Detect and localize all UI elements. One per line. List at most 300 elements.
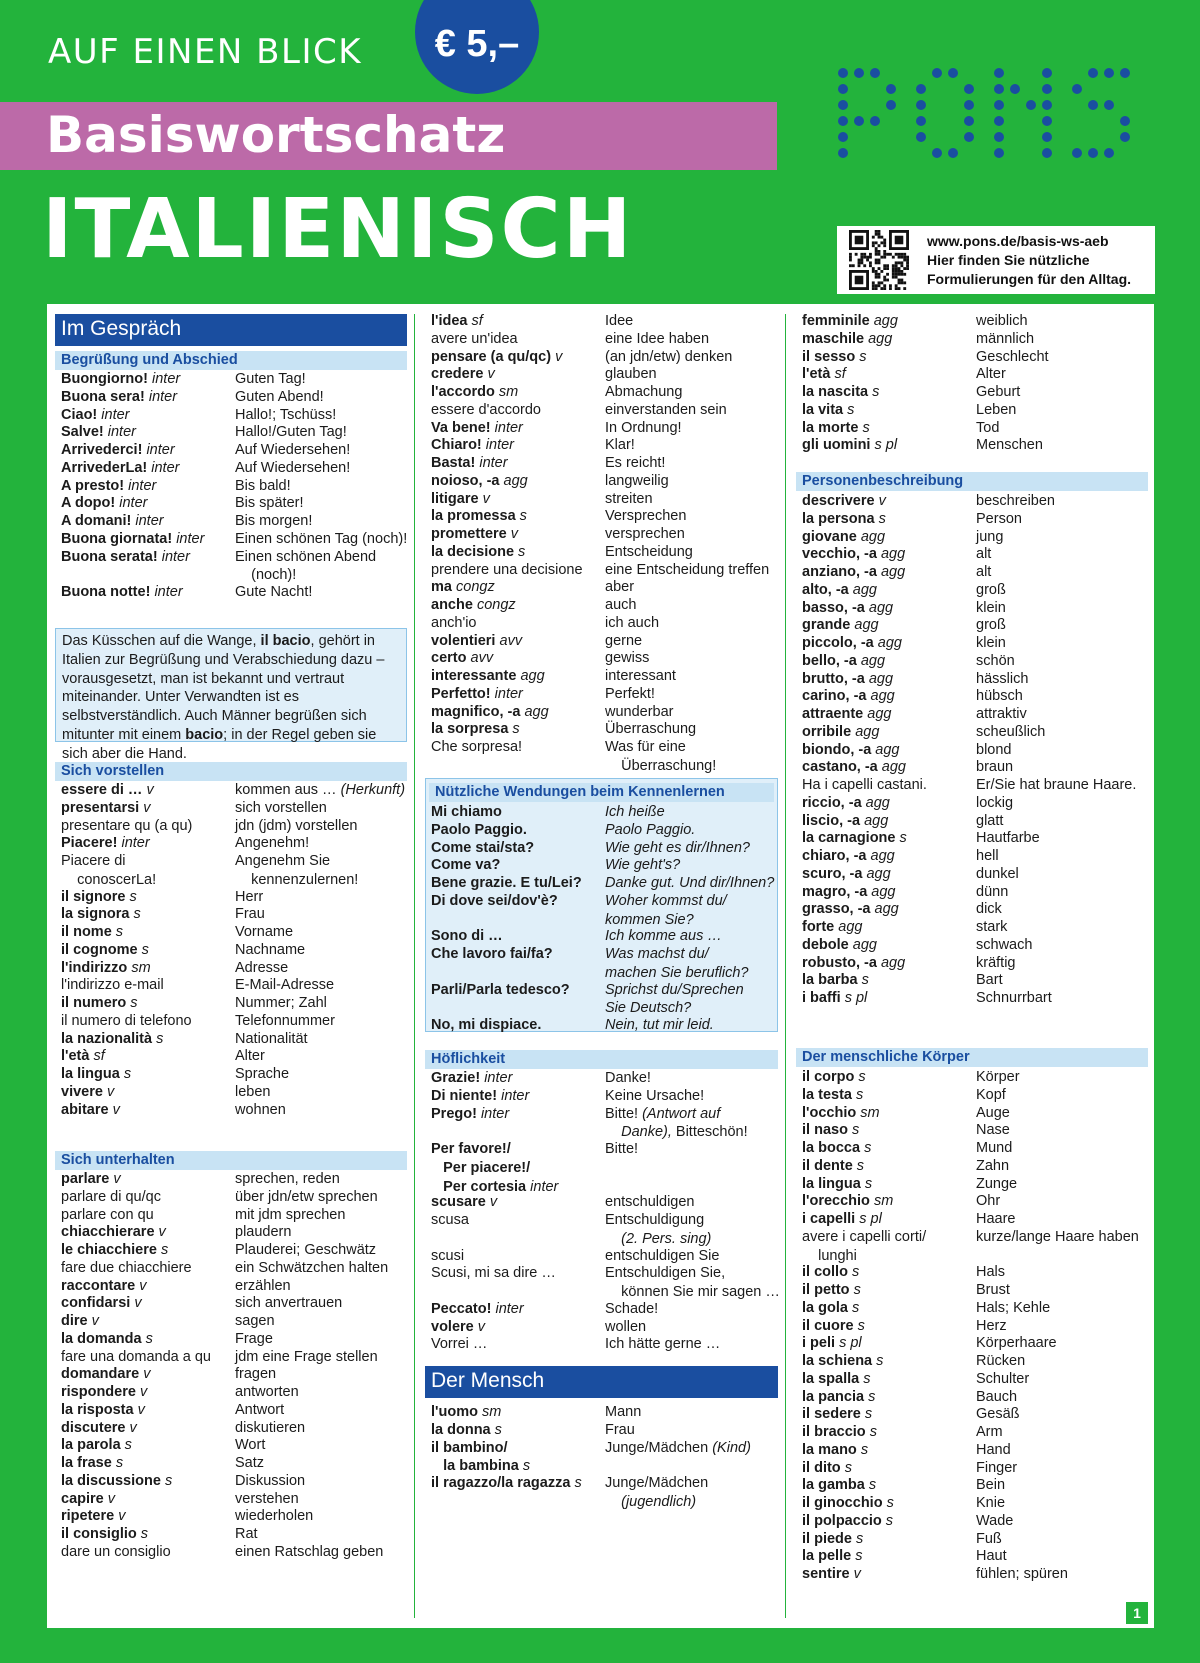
italian-term: vivere v xyxy=(61,1083,115,1100)
italian-term: l'idea sf xyxy=(431,313,483,329)
german-translation: Kopf xyxy=(976,1086,1006,1103)
italian-term: l'indirizzo sm xyxy=(61,959,151,976)
italian-term: il ragazzo/la ragazza s xyxy=(431,1475,582,1491)
german-translation: braun xyxy=(976,759,1014,776)
german-translation: Arm xyxy=(976,1424,1003,1440)
qr-url[interactable]: www.pons.de/basis-ws-aeb xyxy=(927,233,1109,249)
german-translation: Einen schönen Abend (noch)! xyxy=(235,548,377,584)
italian-term: basso, -a agg xyxy=(802,599,894,616)
german-translation: dünn xyxy=(976,883,1009,900)
german-translation: Geschlecht xyxy=(976,348,1049,365)
german-translation: Sprache xyxy=(235,1066,290,1082)
italian-term: la gola s xyxy=(802,1299,860,1316)
german-translation: interessant xyxy=(605,668,676,684)
italian-term: interessante agg xyxy=(431,668,545,684)
italian-term: noioso, -a agg xyxy=(431,472,528,489)
german-translation: dunkel xyxy=(976,865,1019,882)
german-translation: hässlich xyxy=(976,670,1029,687)
italian-term: l'età sf xyxy=(802,366,846,383)
german-translation: versprechen xyxy=(605,526,685,542)
german-translation: einen Ratschlag geben xyxy=(235,1543,384,1560)
italian-term: i baffi s pl xyxy=(802,990,868,1006)
italian-term: la nazionalità s xyxy=(61,1030,164,1047)
italian-term: ma congz xyxy=(431,579,495,596)
german-translation: Überraschung xyxy=(605,721,697,738)
german-translation: Bis morgen! xyxy=(235,513,313,529)
german-translation: Frau xyxy=(605,1421,635,1438)
german-translation: Er/Sie hat braune Haare. xyxy=(976,777,1137,793)
italian-term: la decisione s xyxy=(431,543,526,560)
italian-term: Come va? xyxy=(431,857,501,874)
italian-term: il petto s xyxy=(802,1282,861,1298)
italian-term: il cognome s xyxy=(61,941,149,958)
italian-term: il braccio s xyxy=(802,1424,877,1440)
german-translation: entschuldigen Sie xyxy=(605,1247,720,1264)
italian-term: certo avv xyxy=(431,650,494,667)
german-translation: fühlen; spüren xyxy=(976,1566,1068,1582)
italian-term: Vorrei … xyxy=(431,1336,488,1353)
german-translation: Alter xyxy=(235,1048,265,1065)
italian-term: la schiena s xyxy=(802,1353,884,1369)
german-translation: antworten xyxy=(235,1384,299,1400)
german-translation: gerne xyxy=(605,632,643,649)
german-translation: Auf Wiedersehen! xyxy=(235,459,351,476)
italian-term: Piacere di conoscerLa! xyxy=(61,853,157,888)
italian-term: l'orecchio sm xyxy=(802,1193,894,1210)
column-3 xyxy=(788,304,1154,1628)
italian-term: l'uomo sm xyxy=(431,1404,502,1420)
italian-term: ArrivederLa! inter xyxy=(61,459,180,476)
italian-term: gli uomini s pl xyxy=(802,437,898,454)
german-translation: Zahn xyxy=(976,1157,1010,1174)
german-translation: attraktiv xyxy=(976,706,1027,722)
italian-term: alto, -a agg xyxy=(802,581,877,598)
italian-term: volere v xyxy=(431,1318,486,1335)
german-translation: Gute Nacht! xyxy=(235,584,313,600)
italian-term: magro, -a agg xyxy=(802,883,896,900)
german-translation: Nationalität xyxy=(235,1030,308,1047)
subheader-personenbeschreibung: Personenbeschreibung xyxy=(796,472,1148,491)
german-translation: gewiss xyxy=(605,650,650,667)
italian-term: A presto! inter xyxy=(61,477,157,494)
german-translation: Junge/Mädchen (jugendlich) xyxy=(605,1475,709,1510)
italian-term: Peccato! inter xyxy=(431,1300,524,1317)
german-translation: Paolo Paggio. xyxy=(605,821,696,838)
german-translation: Bauch xyxy=(976,1388,1018,1405)
german-translation: Ich hätte gerne … xyxy=(605,1336,721,1353)
italian-term: Buona serata! inter xyxy=(61,548,190,565)
italian-term: bello, -a agg xyxy=(802,652,886,669)
italian-term: scusi xyxy=(431,1247,465,1264)
italian-term: riccio, -a agg xyxy=(802,794,890,811)
german-translation: Bitte! (Antwort auf Danke), Bitteschön! xyxy=(605,1105,748,1141)
german-translation: weiblich xyxy=(976,313,1028,329)
italian-term: il nome s xyxy=(61,924,124,940)
italian-term: il corpo s xyxy=(802,1069,866,1085)
italian-term: scusare v xyxy=(431,1194,498,1211)
italian-term: la domanda s xyxy=(61,1330,153,1347)
german-translation: Haare xyxy=(976,1211,1016,1227)
italian-term: Che sorpresa! xyxy=(431,739,523,755)
page-number: 1 xyxy=(1126,1602,1148,1624)
german-translation: auch xyxy=(605,597,637,613)
german-translation: Brust xyxy=(976,1282,1010,1298)
italian-term: parlare con qu xyxy=(61,1206,154,1223)
german-translation: Alter xyxy=(976,366,1006,383)
italian-term: abitare v xyxy=(61,1101,120,1118)
italian-term: la pelle s xyxy=(802,1548,863,1565)
german-translation: Hallo!; Tschüss! xyxy=(235,406,337,423)
german-translation: Was für eine Überraschung! xyxy=(605,739,717,774)
italian-term: raccontare v xyxy=(61,1277,147,1294)
german-translation: (an jdn/etw) denken xyxy=(605,348,733,365)
italian-term: dire v xyxy=(61,1313,99,1329)
german-translation: wunderbar xyxy=(605,703,674,720)
subtitle: Basiswortschatz xyxy=(46,106,506,164)
german-translation: groß xyxy=(976,581,1006,598)
german-translation: Geburt xyxy=(976,384,1021,400)
italian-term: parlare di qu/qc xyxy=(61,1188,161,1205)
qr-line2: Hier finden Sie nützliche xyxy=(927,252,1090,268)
german-translation: stark xyxy=(976,919,1008,935)
german-translation: Was machst du/ machen Sie beruflich? xyxy=(605,946,749,981)
italian-term: orribile agg xyxy=(802,723,880,740)
italian-term: Piacere! inter xyxy=(61,835,150,852)
german-translation: Mann xyxy=(605,1404,642,1420)
italian-term: liscio, -a agg xyxy=(802,812,889,829)
german-translation: Gesäß xyxy=(976,1406,1020,1423)
italian-term: il sesso s xyxy=(802,348,867,365)
german-translation: leben xyxy=(235,1083,271,1100)
italian-term: la parola s xyxy=(61,1437,132,1454)
column-divider xyxy=(414,314,415,1618)
german-translation: schön xyxy=(976,652,1015,669)
italian-term: il signore s xyxy=(61,888,137,905)
german-translation: Guten Abend! xyxy=(235,388,324,405)
italian-term: litigare v xyxy=(431,490,490,507)
german-translation: Idee xyxy=(605,313,634,329)
italian-term: chiaro, -a agg xyxy=(802,848,895,864)
italian-term: la persona s xyxy=(802,510,886,527)
italian-term: A domani! inter xyxy=(61,513,164,529)
italian-term: giovane agg xyxy=(802,528,886,545)
italian-term: Grazie! inter xyxy=(431,1070,513,1086)
italian-term: rispondere v xyxy=(61,1384,148,1400)
italian-term: Arrivederci! inter xyxy=(61,442,175,458)
german-translation: Knie xyxy=(976,1495,1006,1511)
german-translation: eine Entscheidung treffen xyxy=(605,561,770,578)
italian-term: confidarsi v xyxy=(61,1295,142,1312)
italian-term: Come stai/sta? xyxy=(431,839,535,856)
german-translation: Entschuldigung (2. Pers. sing) xyxy=(605,1212,712,1247)
german-translation: Nummer; Zahl xyxy=(235,995,327,1011)
german-translation: Guten Tag! xyxy=(235,371,306,387)
italian-term: dare un consiglio xyxy=(61,1543,171,1560)
italian-term: No, mi dispiace. xyxy=(431,1017,542,1033)
german-translation: Schade! xyxy=(605,1300,659,1317)
german-translation: Entschuldigen Sie, können Sie mir sagen … xyxy=(605,1265,780,1301)
german-translation: sagen xyxy=(235,1313,275,1329)
german-translation: Ich heiße xyxy=(605,804,665,820)
section-header-der-mensch: Der Mensch xyxy=(425,1366,778,1398)
italian-term: la frase s xyxy=(61,1455,124,1471)
italian-term: domandare v xyxy=(61,1366,151,1383)
german-translation: Diskussion xyxy=(235,1472,306,1489)
german-translation: Wade xyxy=(976,1512,1014,1529)
german-translation: eine Idee haben xyxy=(605,330,710,347)
german-translation: dick xyxy=(976,901,1002,918)
german-translation: männlich xyxy=(976,330,1035,347)
german-translation: Entscheidung xyxy=(605,543,693,560)
german-translation: Woher kommst du/ kommen Sie? xyxy=(605,892,727,928)
italian-term: maschile agg xyxy=(802,330,893,347)
italian-term: vecchio, -a agg xyxy=(802,546,906,563)
german-translation: Antwort xyxy=(235,1401,285,1418)
german-translation: wollen xyxy=(605,1318,647,1335)
german-translation: klein xyxy=(976,599,1006,616)
italian-term: biondo, -a agg xyxy=(802,741,900,758)
subheader-sich-unterhalten: Sich unterhalten xyxy=(55,1151,407,1170)
italian-term: credere v xyxy=(431,366,495,383)
german-translation: Klar! xyxy=(605,437,635,454)
italian-term: anziano, -a agg xyxy=(802,564,906,580)
german-translation: Mund xyxy=(976,1140,1013,1156)
german-translation: Ohr xyxy=(976,1193,1001,1210)
italian-term: il ginocchio s xyxy=(802,1495,894,1511)
italian-term: la discussione s xyxy=(61,1472,173,1489)
german-translation: sich anvertrauen xyxy=(235,1295,343,1312)
top-label: AUF EINEN BLICK xyxy=(48,32,363,72)
subheader-hoeflichkeit: Höflichkeit xyxy=(425,1050,778,1069)
german-translation: Bein xyxy=(976,1477,1006,1494)
german-translation: Finger xyxy=(976,1459,1018,1476)
italian-term: forte agg xyxy=(802,919,863,935)
italian-term: robusto, -a agg xyxy=(802,954,906,971)
italian-term: la lingua s xyxy=(61,1066,132,1082)
italian-term: la testa s xyxy=(802,1086,864,1103)
italian-term: l'occhio sm xyxy=(802,1104,880,1121)
german-translation: klein xyxy=(976,635,1006,651)
german-translation: ein Schwätzchen halten xyxy=(235,1259,389,1276)
italian-term: la sorpresa s xyxy=(431,721,520,738)
german-translation: Angenehm Sie kennenzulernen! xyxy=(235,853,359,888)
italian-term: Buona giornata! inter xyxy=(61,530,205,547)
german-translation: hell xyxy=(976,848,999,864)
german-translation: hübsch xyxy=(976,688,1023,705)
german-translation: fragen xyxy=(235,1366,277,1383)
italian-term: la barba s xyxy=(802,972,869,989)
subheader-sich-vorstellen: Sich vorstellen xyxy=(55,762,407,781)
german-translation: Rücken xyxy=(976,1353,1026,1369)
italian-term: capire v xyxy=(61,1490,116,1507)
bacio-note: Das Küsschen auf die Wange, il bacio, gehört in Italien zur Begrüßung und Verabschiedung dazu – vorausgesetzt, man ist bekannt und vertraut miteinander. Unter Verwandten ist es selbstverständlich. Auch Männer begrüßen sich mitunter mit einem bacio; in der Regel geben sie sich aber die Hand. xyxy=(55,628,407,742)
italian-term: debole agg xyxy=(802,936,877,953)
german-translation: Wort xyxy=(235,1437,266,1454)
italian-term: la morte s xyxy=(802,419,870,436)
german-translation: In Ordnung! xyxy=(605,419,682,436)
german-translation: Einen schönen Tag (noch)! xyxy=(235,530,408,547)
italian-term: avere i capelli corti/ lunghi xyxy=(802,1228,927,1264)
italian-term: A dopo! inter xyxy=(61,495,148,512)
italian-term: Ciao! inter xyxy=(61,406,130,423)
italian-term: il dente s xyxy=(802,1157,865,1174)
italian-term: carino, -a agg xyxy=(802,688,895,705)
german-translation: schwach xyxy=(976,936,1033,953)
italian-term: Paolo Paggio. xyxy=(431,821,527,838)
italian-term: l'età sf xyxy=(61,1048,105,1065)
italian-term: sentire v xyxy=(802,1566,861,1582)
german-translation: jung xyxy=(976,528,1004,545)
italian-term: brutto, -a agg xyxy=(802,670,894,687)
qr-code-icon xyxy=(849,230,909,290)
italian-term: la vita s xyxy=(802,401,855,418)
column-2 xyxy=(417,304,784,1628)
italian-term: essere di … v xyxy=(61,782,154,798)
subheader-begruessung: Begrüßung und Abschied xyxy=(55,351,407,370)
italian-term: femminile agg xyxy=(802,313,898,329)
price-badge: € 5,– xyxy=(415,0,539,94)
german-translation: Hals; Kehle xyxy=(976,1299,1051,1316)
italian-term: Di dove sei/dov'è? xyxy=(431,892,558,909)
german-translation: kräftig xyxy=(976,954,1016,971)
german-translation: kurze/lange Haare haben xyxy=(976,1228,1139,1245)
german-translation: Auge xyxy=(976,1104,1010,1121)
italian-term: l'accordo sm xyxy=(431,384,519,400)
german-translation: jdm eine Frage stellen xyxy=(235,1348,378,1365)
italian-term: Parli/Parla tedesco? xyxy=(431,981,570,998)
italian-term: il consiglio s xyxy=(61,1526,149,1542)
german-translation: über jdn/etw sprechen xyxy=(235,1188,378,1205)
italian-term: pensare (a qu/qc) v xyxy=(431,348,563,365)
italian-term: la risposta v xyxy=(61,1401,145,1418)
italian-term: Di niente! inter xyxy=(431,1087,530,1104)
italian-term: Mi chiamo xyxy=(431,804,502,820)
italian-term: il sedere s xyxy=(802,1406,873,1423)
italian-term: Chiaro! inter xyxy=(431,437,514,454)
german-translation: Nein, tut mir leid. xyxy=(605,1017,714,1033)
german-translation: Abmachung xyxy=(605,384,683,400)
german-translation: Danke gut. Und dir/Ihnen? xyxy=(605,875,775,891)
german-translation: verstehen xyxy=(235,1490,299,1507)
italian-term: Va bene! inter xyxy=(431,419,523,436)
italian-term: la nascita s xyxy=(802,384,880,400)
german-translation: Versprechen xyxy=(605,508,687,525)
italian-term: volentieri avv xyxy=(431,632,523,649)
italian-term: presentarsi v xyxy=(61,799,151,816)
german-translation: langweilig xyxy=(605,472,669,489)
german-translation: Leben xyxy=(976,401,1017,418)
german-translation: Schulter xyxy=(976,1370,1030,1387)
german-translation: glauben xyxy=(605,366,657,383)
italian-term: Prego! inter xyxy=(431,1105,510,1122)
german-translation: E-Mail-Adresse xyxy=(235,977,335,994)
italian-term: parlare v xyxy=(61,1171,121,1187)
italian-term: Bene grazie. E tu/Lei? xyxy=(431,875,582,891)
subheader-wendungen: Nützliche Wendungen beim Kennenlernen xyxy=(429,783,774,802)
german-translation: Adresse xyxy=(235,959,289,976)
german-translation: glatt xyxy=(976,812,1004,829)
italian-term: Salve! inter xyxy=(61,424,136,441)
german-translation: Es reicht! xyxy=(605,455,666,471)
section-header-im-gespraech: Im Gespräch xyxy=(55,314,407,346)
german-translation: Junge/Mädchen (Kind) xyxy=(605,1439,751,1456)
italian-term: Scusi, mi sa dire … xyxy=(431,1265,556,1282)
qr-info-box xyxy=(837,226,1155,294)
german-translation: Bis später! xyxy=(235,495,304,512)
german-translation: Rat xyxy=(235,1526,258,1542)
italian-term: il cuore s xyxy=(802,1317,865,1334)
german-translation: alt xyxy=(976,564,992,580)
german-translation: Telefonnummer xyxy=(235,1012,335,1029)
qr-text xyxy=(927,232,1131,289)
column-divider xyxy=(785,314,786,1618)
german-translation: Tod xyxy=(976,419,1000,436)
german-translation: Bitte! xyxy=(605,1141,639,1157)
german-translation: Fuß xyxy=(976,1530,1002,1547)
italian-term: la donna s xyxy=(431,1421,502,1438)
qr-line3: Formulierungen für den Alltag. xyxy=(927,271,1132,287)
subtitle-band xyxy=(0,102,777,170)
italian-term: la mano s xyxy=(802,1441,869,1458)
italian-term: prendere una decisione xyxy=(431,561,583,578)
german-translation: diskutieren xyxy=(235,1419,306,1436)
page-title: ITALIENISCH xyxy=(42,182,634,277)
italian-term: il dito s xyxy=(802,1459,852,1476)
german-translation: alt xyxy=(976,546,992,563)
italian-term: grasso, -a agg xyxy=(802,901,899,918)
italian-term: il naso s xyxy=(802,1122,860,1139)
italian-term: avere un'idea xyxy=(431,330,518,347)
italian-term: la pancia s xyxy=(802,1388,876,1405)
german-translation: entschuldigen xyxy=(605,1194,695,1211)
german-translation: sprechen, reden xyxy=(235,1171,340,1187)
german-translation: Bart xyxy=(976,972,1003,989)
german-translation: Nachname xyxy=(235,941,306,958)
italian-term: presentare qu (a qu) xyxy=(61,817,193,834)
german-translation: einverstanden sein xyxy=(605,401,727,418)
german-translation: Herz xyxy=(976,1317,1007,1334)
german-translation: blond xyxy=(976,741,1012,758)
italian-term: il numero s xyxy=(61,995,138,1011)
italian-term: essere d'accordo xyxy=(431,401,541,418)
italian-term: il polpaccio s xyxy=(802,1512,894,1529)
german-translation: aber xyxy=(605,579,635,596)
italian-term: il collo s xyxy=(802,1264,860,1281)
german-translation: Angenehm! xyxy=(235,835,310,852)
italian-term: l'indirizzo e-mail xyxy=(61,977,164,994)
italian-term: chiacchierare v xyxy=(61,1224,166,1241)
german-translation: Hand xyxy=(976,1441,1011,1458)
italian-term: descrivere v xyxy=(802,493,886,509)
german-translation: Auf Wiedersehen! xyxy=(235,442,351,458)
german-translation: groß xyxy=(976,617,1006,634)
german-translation: lockig xyxy=(976,794,1014,811)
italian-term: la spalla s xyxy=(802,1370,871,1387)
italian-term: piccolo, -a agg xyxy=(802,635,902,651)
german-translation: Satz xyxy=(235,1455,265,1471)
german-translation: Vorname xyxy=(235,924,294,940)
german-translation: Plauderei; Geschwätz xyxy=(235,1242,377,1258)
italian-term: Buongiorno! inter xyxy=(61,371,181,387)
german-translation: Herr xyxy=(235,888,264,905)
italian-term: la signora s xyxy=(61,906,141,923)
subheader-koerper: Der menschliche Körper xyxy=(796,1048,1148,1067)
italian-term: i peli s pl xyxy=(802,1335,862,1352)
italian-term: la bocca s xyxy=(802,1140,872,1156)
italian-term: Buona notte! inter xyxy=(61,584,183,600)
italian-term: Per favore!/ Per piacere!/ Per cortesia inter xyxy=(431,1141,559,1195)
german-translation: Ich komme aus … xyxy=(605,928,722,945)
